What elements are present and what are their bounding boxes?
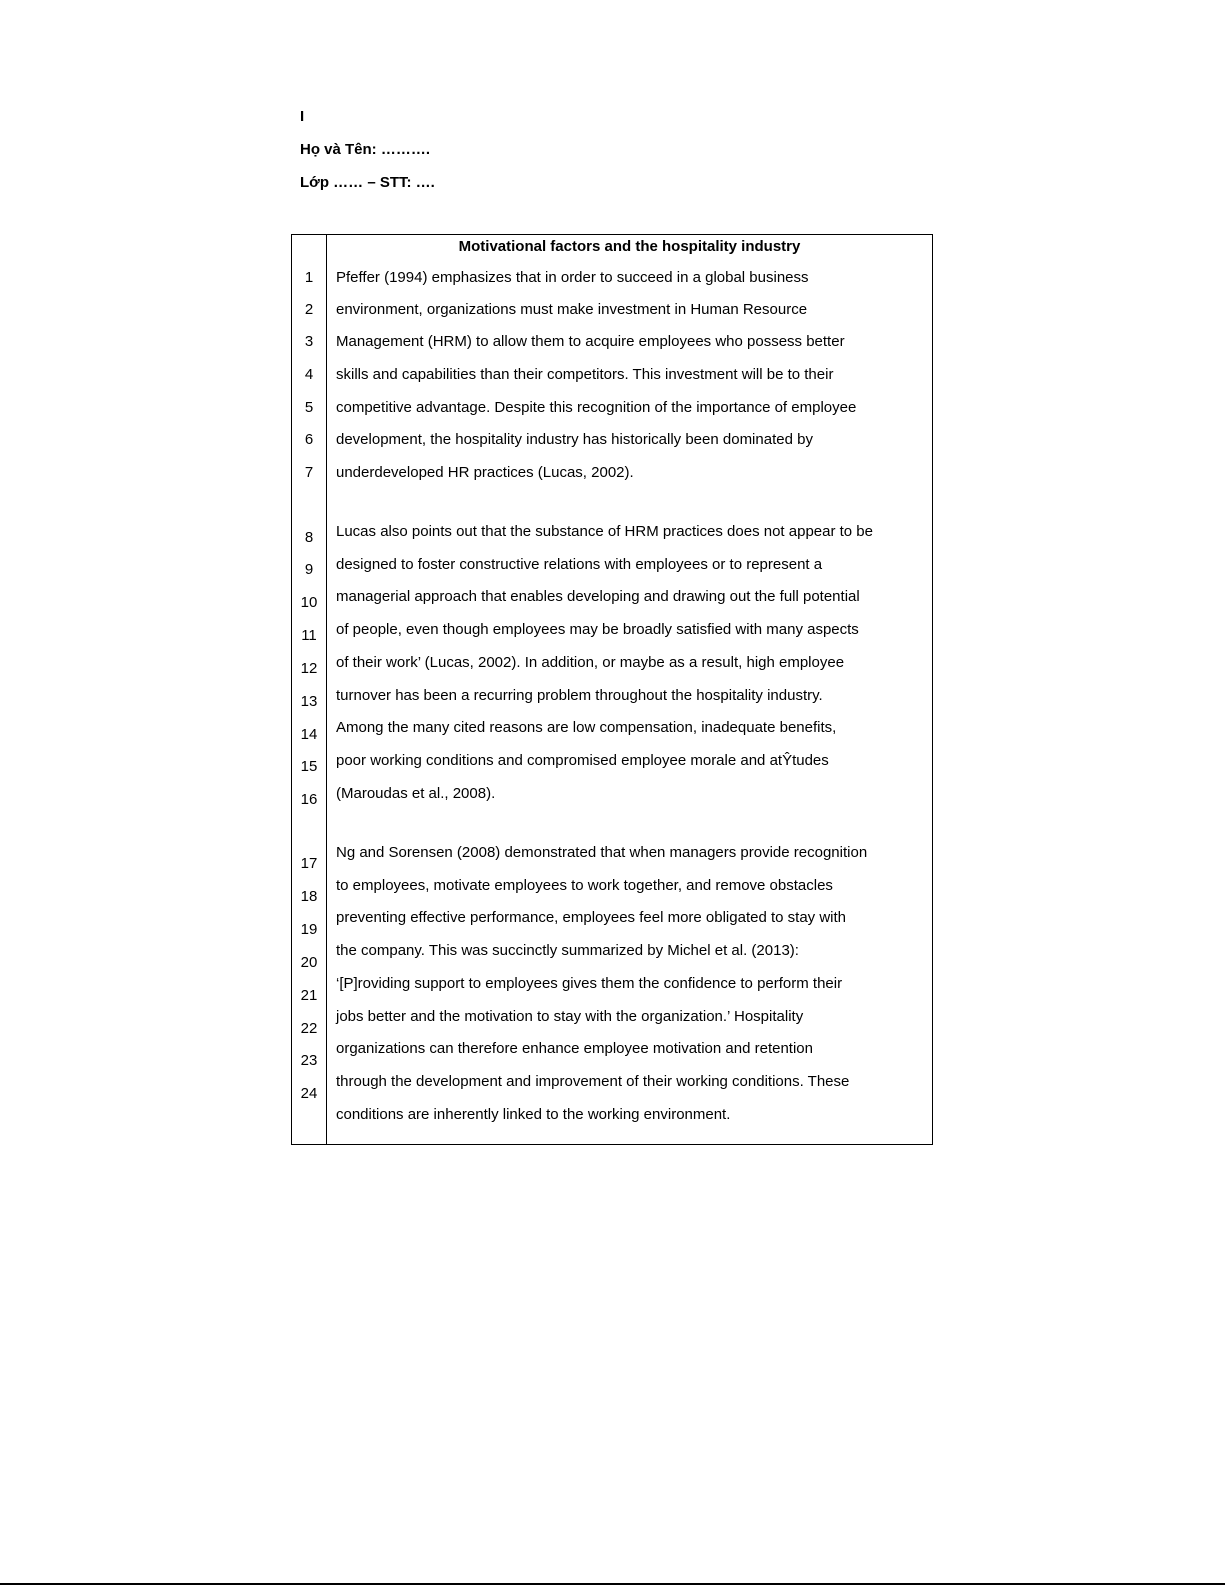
text-line: managerial approach that enables developing and drawing out the full potential <box>336 588 860 605</box>
line-number: 2 <box>304 301 314 318</box>
class-number-line: Lớp …… – STT: …. <box>300 174 435 191</box>
text-line: development, the hospitality industry has historically been dominated by <box>336 431 813 448</box>
text-line: poor working conditions and compromised employee morale and atŶtudes <box>336 752 829 769</box>
document-title: Motivational factors and the hospitality industry <box>458 238 801 255</box>
text-line: environment, organizations must make investment in Human Resource <box>336 301 808 318</box>
line-number-divider <box>326 235 327 1144</box>
line-number: 1 <box>304 269 314 286</box>
line-number: 23 <box>300 1052 318 1069</box>
student-name-line: Họ và Tên: ………. <box>300 141 431 158</box>
line-number: 6 <box>304 431 314 448</box>
line-number: 4 <box>304 366 314 383</box>
text-line: preventing effective performance, employees feel more obligated to stay with <box>336 909 846 926</box>
text-frame <box>291 234 933 1145</box>
line-number: 22 <box>300 1020 318 1037</box>
line-number: 21 <box>300 987 318 1004</box>
line-number: 3 <box>304 333 314 350</box>
text-line: designed to foster constructive relations with employees or to represent a <box>336 556 823 573</box>
text-line: Management (HRM) to allow them to acquire employees who possess better <box>336 333 845 350</box>
line-number: 12 <box>300 660 318 677</box>
line-number: 24 <box>300 1085 318 1102</box>
text-line: organizations can therefore enhance employee motivation and retention <box>336 1040 813 1057</box>
line-number: 5 <box>304 399 314 416</box>
text-line: of their work’ (Lucas, 2002). In addition, or maybe as a result, high employee <box>336 654 845 671</box>
line-number: 8 <box>304 529 314 546</box>
text-line: turnover has been a recurring problem throughout the hospitality industry. <box>336 687 823 704</box>
line-number: 11 <box>301 627 317 644</box>
line-number: 17 <box>300 855 318 872</box>
line-number: 15 <box>300 758 318 775</box>
text-line: of people, even though employees may be broadly satisfied with many aspects <box>336 621 859 638</box>
line-number: 9 <box>304 561 314 578</box>
text-line: to employees, motivate employees to work together, and remove obstacles <box>336 877 833 894</box>
text-line: (Maroudas et al., 2008). <box>336 785 496 802</box>
text-line: underdeveloped HR practices (Lucas, 2002). <box>336 464 634 481</box>
line-number: 19 <box>300 921 318 938</box>
text-line: ‘[P]roviding support to employees gives them the confidence to perform their <box>336 975 843 992</box>
line-number: 7 <box>304 464 314 481</box>
text-line: competitive advantage. Despite this recognition of the importance of employee <box>336 399 857 416</box>
text-line: Lucas also points out that the substance of HRM practices does not appear to be <box>336 523 873 540</box>
line-number: 10 <box>300 594 318 611</box>
text-line: Ng and Sorensen (2008) demonstrated that when managers provide recognition <box>336 844 868 861</box>
text-line: jobs better and the motivation to stay with the organization.’ Hospitality <box>336 1008 804 1025</box>
line-number: 13 <box>300 693 318 710</box>
text-line: conditions are inherently linked to the working environment. <box>336 1106 731 1123</box>
text-line: Pfeffer (1994) emphasizes that in order to succeed in a global business <box>336 269 809 286</box>
text-line: Among the many cited reasons are low compensation, inadequate benefits, <box>336 719 837 736</box>
text-line: the company. This was succinctly summarized by Michel et al. (2013): <box>336 942 799 959</box>
text-line: skills and capabilities than their competitors. This investment will be to their <box>336 366 834 383</box>
line-number: 18 <box>300 888 318 905</box>
line-number: 16 <box>300 791 318 808</box>
header-mark: I <box>300 108 305 125</box>
line-number: 14 <box>300 726 318 743</box>
text-line: through the development and improvement of their working conditions. These <box>336 1073 850 1090</box>
line-number: 20 <box>300 954 318 971</box>
